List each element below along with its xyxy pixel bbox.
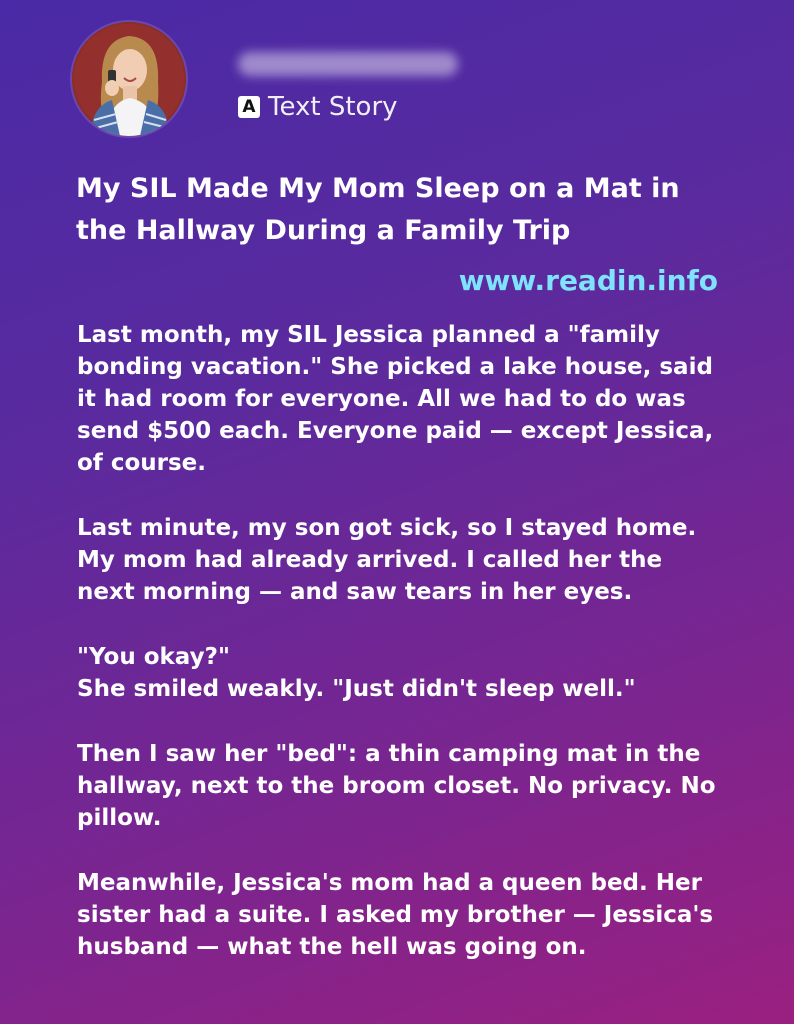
avatar-photo-icon	[72, 22, 186, 136]
author-avatar[interactable]	[72, 22, 186, 136]
post-header	[72, 22, 722, 142]
story-paragraph: "You okay?" She smiled weakly. "Just didn't sleep well."	[77, 644, 636, 702]
website-link[interactable]: www.readin.info	[458, 264, 718, 297]
story-paragraph: Last month, my SIL Jessica planned a "family bonding vacation." She picked a lake house, said it had room for everyone. All we had to do was send $500 each. Everyone paid — except Jessica, of course.	[77, 322, 714, 476]
text-a-icon: A	[238, 96, 260, 118]
story-body	[77, 319, 727, 996]
story-paragraph: Then I saw her "bed": a thin camping mat in the hallway, next to the broom closet. No privacy. No pillow.	[77, 741, 716, 831]
author-name-blurred[interactable]	[238, 52, 458, 76]
story-type-text: Text Story	[268, 92, 398, 122]
story-type-label	[238, 92, 398, 122]
story-paragraph: Meanwhile, Jessica's mom had a queen bed. Her sister had a suite. I asked my brother — Jessica's husband — what the hell was going on.	[77, 870, 714, 960]
story-title: My SIL Made My Mom Sleep on a Mat in the Hallway During a Family Trip	[76, 173, 680, 246]
story-paragraph: Last minute, my son got sick, so I stayed home. My mom had already arrived. I called her the next morning — and saw tears in her eyes.	[77, 515, 697, 605]
